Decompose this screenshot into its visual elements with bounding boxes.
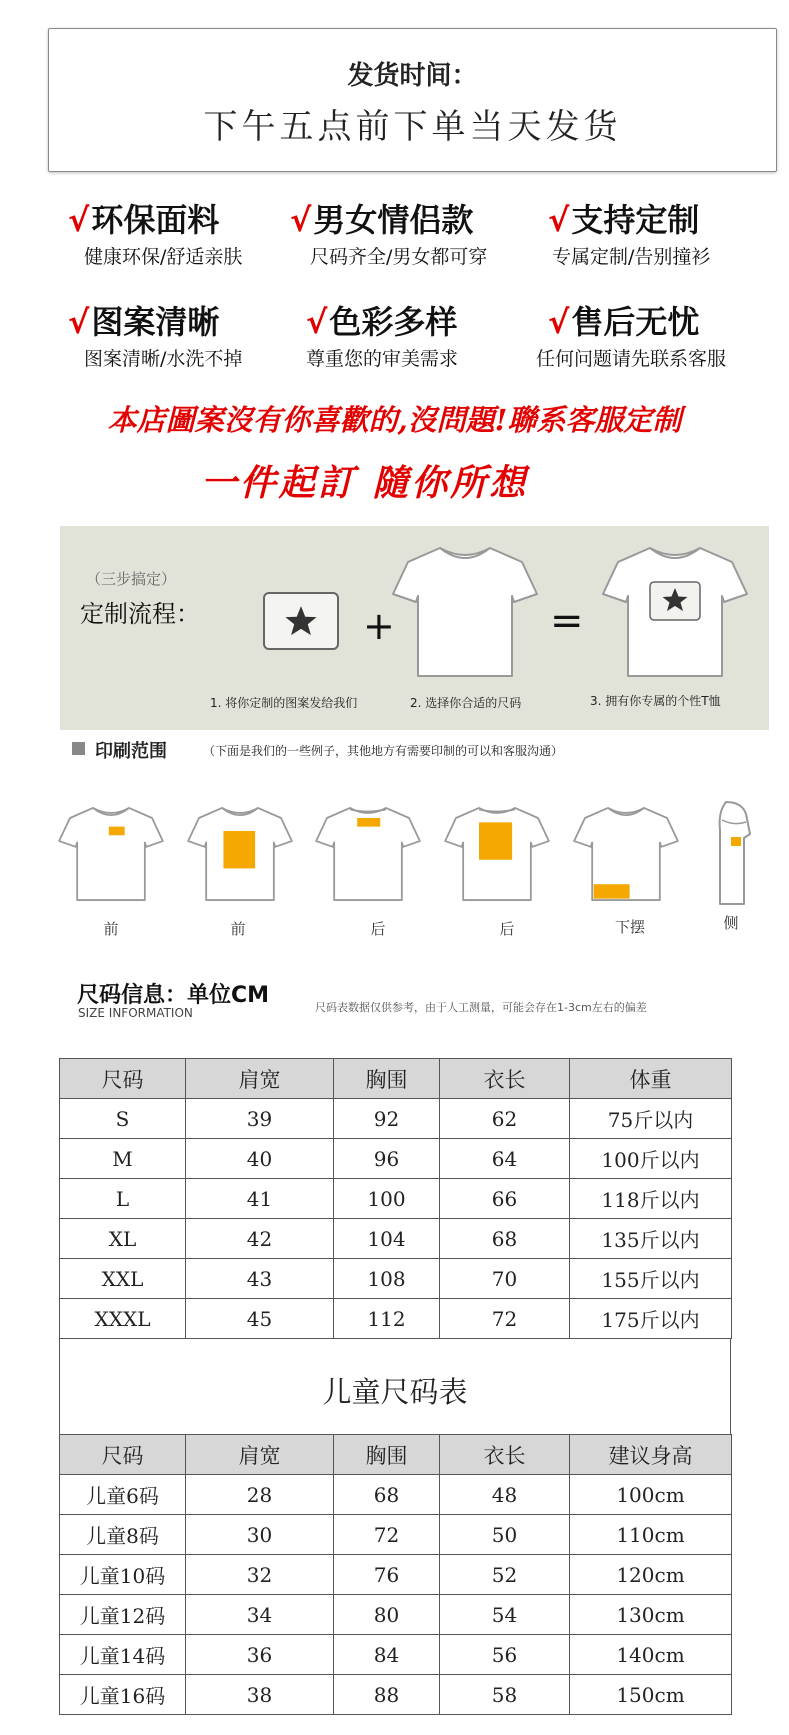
tshirt-front-large-icon [186,800,294,908]
cell: XL [60,1219,186,1259]
cell: 68 [440,1219,570,1259]
size-info-title: 尺码信息：单位CM [77,983,270,1008]
cell: 儿童8码 [60,1515,186,1555]
header-shoulder: 肩宽 [186,1059,334,1099]
print-label-back-2: 后 [499,920,515,938]
feature-title: 环保面料 [91,201,220,239]
tshirt-side-icon [712,800,752,906]
process-small-label: （三步搞定） [86,570,177,588]
tshirt-back-top-icon [314,800,422,908]
plus-sign: + [363,604,395,648]
table-row [60,1675,732,1715]
table-header-row [60,1059,732,1099]
cell: 56 [440,1635,570,1675]
cell: 150cm [570,1675,732,1715]
header-shoulder: 肩宽 [186,1435,334,1475]
feature-subtitle: 尊重您的审美需求 [306,348,459,370]
cell: 92 [334,1099,440,1139]
table-row [60,1595,732,1635]
process-step-2: 2. 选择你合适的尺码 [410,696,522,710]
cell: 52 [440,1555,570,1595]
size-info-note: 尺码表数据仅供参考，由于人工测量，可能会存在1-3cm左右的偏差 [315,1001,647,1014]
cell: 112 [334,1299,440,1339]
promo-line-2: 一件起訂 隨你所想 [200,462,529,504]
cell: XXL [60,1259,186,1299]
feature-after-sales [536,302,789,371]
shipping-title: 发货时间： [347,61,478,91]
cell: 64 [440,1139,570,1179]
cell: 42 [186,1219,334,1259]
cell: 儿童6码 [60,1475,186,1515]
process-step-3: 3. 拥有你专属的个性T恤 [590,694,721,708]
cell: M [60,1139,186,1179]
promo-line-1: 本店圖案沒有你喜歡的,沒問題!聯系客服定制 [107,403,682,437]
process-step-1: 1. 将你定制的图案发给我们 [210,696,358,710]
cell: 50 [440,1515,570,1555]
cell: 54 [440,1595,570,1635]
cell: 96 [334,1139,440,1179]
cell: 140cm [570,1635,732,1675]
print-label-hem: 下摆 [614,918,645,936]
custom-tshirt-icon [600,542,750,682]
header-weight: 体重 [570,1059,732,1099]
equals-sign: = [550,598,584,644]
print-label-side: 侧 [723,914,739,932]
cell: 100斤以内 [570,1139,732,1179]
cell: XXXL [60,1299,186,1339]
cell: 108 [334,1259,440,1299]
cell: 43 [186,1259,334,1299]
cell: 130cm [570,1595,732,1635]
table-row [60,1259,732,1299]
cell: 155斤以内 [570,1259,732,1299]
feature-title: 男女情侣款 [313,201,474,239]
shipping-subtitle: 下午五点前下单当天发货 [203,107,622,147]
print-range-title: 印刷范围 [95,741,167,762]
table-row [60,1475,732,1515]
cell: 120cm [570,1555,732,1595]
header-size: 尺码 [60,1435,186,1475]
table-header-row [60,1435,732,1475]
cell: 38 [186,1675,334,1715]
cell: 175斤以内 [570,1299,732,1339]
check-icon: √ [306,303,328,341]
feature-eco-fabric [68,200,318,269]
cell: L [60,1179,186,1219]
cell: 62 [440,1099,570,1139]
process-title: 定制流程： [80,600,200,628]
kids-size-table [59,1434,732,1715]
feature-subtitle: 任何问题请先联系客服 [536,348,727,370]
check-icon: √ [68,303,90,341]
feature-subtitle: 健康环保/舒适亲肤 [84,246,243,268]
feature-title: 图案清晰 [91,303,220,341]
cell: 58 [440,1675,570,1715]
feature-clear-pattern [68,302,318,371]
cell: 30 [186,1515,334,1555]
cell: 72 [440,1299,570,1339]
size-info-subtitle: SIZE INFORMATION [78,1006,193,1020]
cell: 32 [186,1555,334,1595]
cell: 100cm [570,1475,732,1515]
cell: 118斤以内 [570,1179,732,1219]
cell: 75斤以内 [570,1099,732,1139]
tshirt-back-large-icon [443,800,551,908]
cell: 28 [186,1475,334,1515]
square-bullet-icon [72,742,85,755]
cell: 68 [334,1475,440,1515]
cell: 39 [186,1099,334,1139]
cell: 135斤以内 [570,1219,732,1259]
tshirt-front-chest-icon [57,800,165,908]
table-row [60,1219,732,1259]
cell: 41 [186,1179,334,1219]
check-icon: √ [290,201,312,239]
cell: 48 [440,1475,570,1515]
check-icon: √ [68,201,90,239]
cell: 84 [334,1635,440,1675]
feature-colors [306,302,556,371]
cell: 110cm [570,1515,732,1555]
cell: 104 [334,1219,440,1259]
kids-table-title: 儿童尺码表 [322,1375,468,1409]
shipping-box [48,28,777,172]
feature-subtitle: 尺码齐全/男女都可穿 [310,246,488,268]
feature-subtitle: 图案清晰/水洗不掉 [84,348,243,370]
cell: 儿童16码 [60,1675,186,1715]
table-row [60,1179,732,1219]
tshirt-hem-icon [572,800,680,908]
feature-title: 售后无忧 [571,303,700,341]
header-size: 尺码 [60,1059,186,1099]
cell: 66 [440,1179,570,1219]
header-length: 衣长 [440,1435,570,1475]
star-icon [284,604,318,638]
cell: 76 [334,1555,440,1595]
cell: 72 [334,1515,440,1555]
feature-title: 色彩多样 [329,303,458,341]
cell: 45 [186,1299,334,1339]
feature-couple-style [290,200,540,269]
design-pattern-box [263,592,339,650]
print-range-note: （下面是我们的一些例子，其他地方有需要印制的可以和客服沟通） [203,744,564,758]
check-icon: √ [548,303,570,341]
table-row [60,1099,732,1139]
cell: 100 [334,1179,440,1219]
print-label-back-1: 后 [370,920,386,938]
custom-process-panel [60,526,769,730]
print-label-front-1: 前 [103,920,119,938]
cell: 儿童12码 [60,1595,186,1635]
cell: 36 [186,1635,334,1675]
table-row [60,1555,732,1595]
cell: S [60,1099,186,1139]
table-row [60,1299,732,1339]
cell: 88 [334,1675,440,1715]
adult-size-table [59,1058,732,1339]
print-label-front-2: 前 [230,920,246,938]
cell: 40 [186,1139,334,1179]
cell: 儿童14码 [60,1635,186,1675]
header-chest: 胸围 [334,1435,440,1475]
feature-title: 支持定制 [571,201,700,239]
header-length: 衣长 [440,1059,570,1099]
header-height: 建议身高 [570,1435,732,1475]
table-row [60,1139,732,1179]
feature-custom [548,200,789,269]
check-icon: √ [548,201,570,239]
feature-subtitle: 专属定制/告别撞衫 [552,246,711,268]
cell: 34 [186,1595,334,1635]
table-row [60,1515,732,1555]
blank-tshirt-icon [390,542,540,682]
cell: 80 [334,1595,440,1635]
cell: 儿童10码 [60,1555,186,1595]
cell: 70 [440,1259,570,1299]
header-chest: 胸围 [334,1059,440,1099]
table-row [60,1635,732,1675]
